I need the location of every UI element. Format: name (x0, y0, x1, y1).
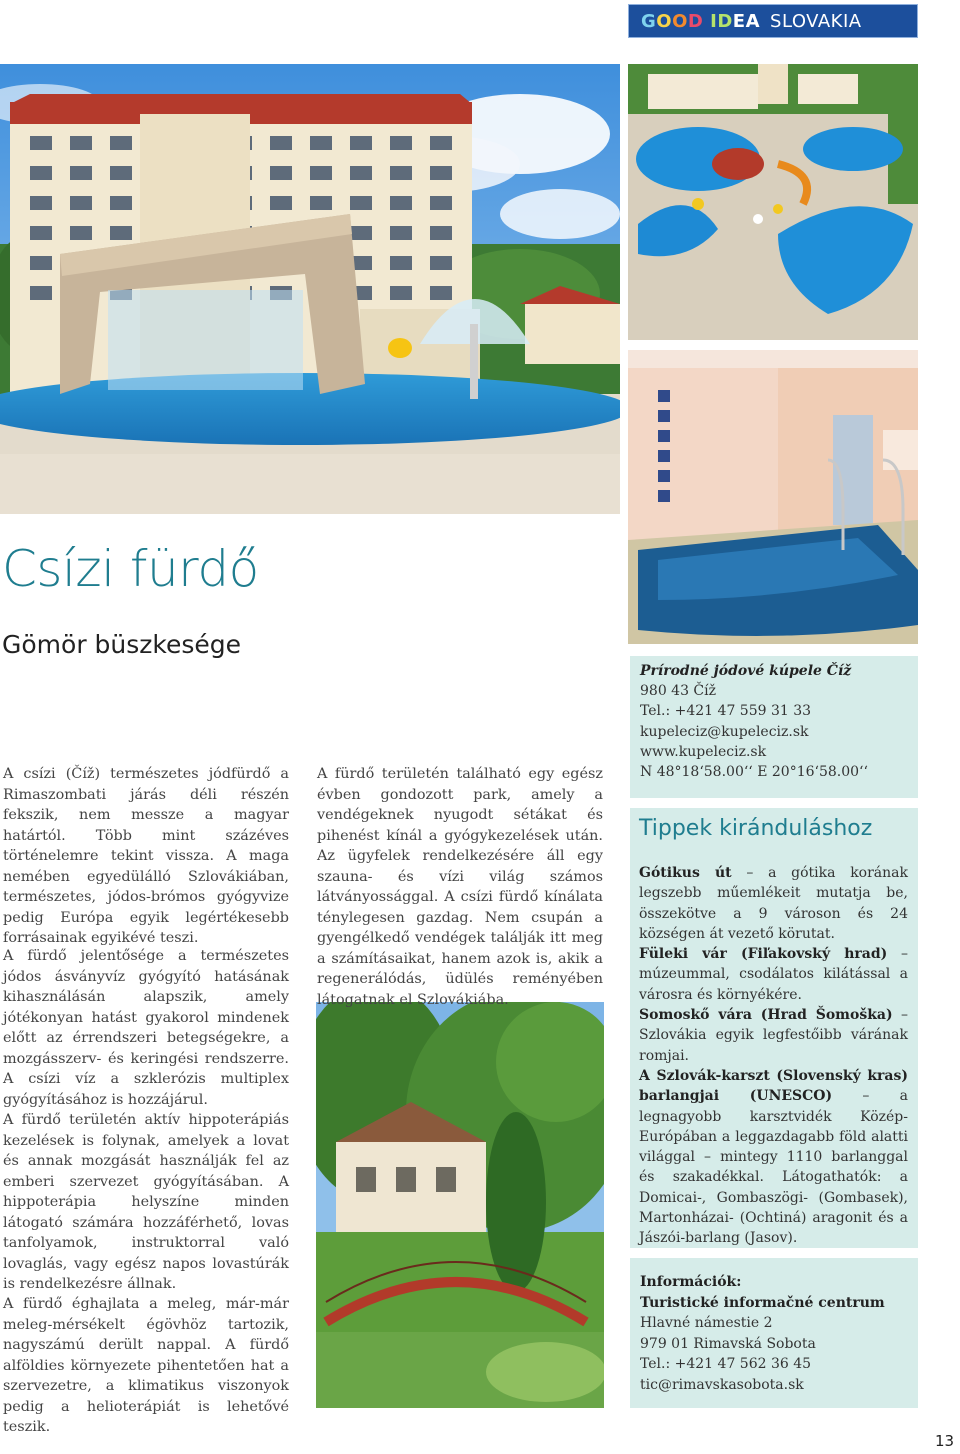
page-title: Csízi fürdő (2, 540, 259, 598)
info-street: Hlavné námestie 2 (640, 1315, 773, 1331)
article-paragraph: A csízi (Číž) természetes jódfürdő a Rimaszombati járás déli részén fekszik, nem messze a magyar határtól. Több mint százéves történelemre tekint vissza. A maga nemében egyedülálló Szlovákiában, természetes, jódos-brómos gyógyvize pedig Európa egyik legértékesebb forrásainak egyikévé teszi. (3, 766, 289, 946)
tips-title: Tippek kiránduláshoz (639, 816, 873, 841)
tip-item: Gótikus út – a gótika korának legszebb műemlékeit mutatja be, összekötve a 9 városon és 24 községen át vezető körutat. (639, 865, 908, 942)
photo-aerial-pools (628, 64, 918, 340)
info-email[interactable]: tic@rimavskasobota.sk (640, 1376, 804, 1393)
page-subtitle: Gömör büszkesége (2, 630, 242, 659)
contact-email[interactable]: kupeleciz@kupeleciz.sk (640, 723, 809, 740)
article-paragraph: A fürdő jelentősége a természetes jódos ásványvíz gyógyító hatásának kihasználásán alapszik, amely jótékonyan hatást gyakorol mindenek előtt az érrendszeri betegségekre, a mozgásszerv- és keringési rendszerre. A csízi víz a szklerózis multiplex gyógyításához is hozzájárul. (3, 948, 289, 1108)
contact-web[interactable]: www.kupeleciz.sk (640, 743, 767, 760)
page-number: 13 (935, 1432, 955, 1450)
tip-item: Somoskő vára (Hrad Šomoška) – Szlovákia egyik legfestőibb várának romjai. (639, 1007, 909, 1064)
photo-park-bridge (316, 1002, 604, 1408)
tip-item: Füleki vár (Fiľakovský hrad) – múzeummal, csodálatos kilátással a városra és környékére. (639, 946, 909, 1003)
contact-name: Prírodné jódové kúpele Číž (640, 663, 852, 679)
contact-phone: Tel.: +421 47 559 31 33 (640, 703, 812, 720)
brand-badge (628, 4, 918, 38)
article-paragraph: A fürdő éghajlata a meleg, már-már meleg-mérsékelt égövhöz tartozik, nagyszámú derült nappal. A fürdő alföldies környezete pihentetően hat a szervezetre, a klimatikus viszonyok pedig a helioterápiát is lehetővé teszik. (3, 1296, 289, 1435)
photo-indoor-pool (628, 350, 918, 644)
tips-box (630, 808, 918, 1248)
article-paragraph: A fürdő területén aktív hippoterápiás kezelések is folynak, amelyek a lovat és annak mozgását használják fel az emberi szervezet gyógyításában. A hippoterápia helyszíne minden látogató számára hozzáférhető, lovas tanfolyamok, instruktorral való lovaglás, vagy egész napos lovastúrák is rendelkezésre állnak. (3, 1112, 289, 1292)
photo-main-pool (0, 64, 620, 514)
contact-address: 980 43 Číž (640, 683, 717, 700)
info-city: 979 01 Rimavská Sobota (640, 1335, 816, 1352)
info-box (630, 1258, 918, 1408)
contact-gps: N 48°18‘58.00‘‘ E 20°16‘58.00‘‘ (640, 764, 868, 781)
brand-logo: GOOD IDEA (641, 10, 761, 32)
info-phone: Tel.: +421 47 562 36 45 (640, 1356, 812, 1372)
info-label: Információk: (640, 1274, 742, 1290)
article-paragraph: A fürdő területén található egy egész évben gondozott park, amely a vendégeknek nyugodt sétákat és pihenést kínál a gyógykezelések után. Az ügyfelek rendelkezésére áll egy szauna- és vízi világ számos látványossággal. A csízi fürdő kínálata ténylegesen gazdag. Nem csupán a gyengélkedő vendégek találják itt meg a számításaikat, hanem azok is, akik a regenerálódás, üdülés reményében látogatnak el Szlovákiába. (317, 766, 603, 1008)
brand-country: SLOVAKIA (770, 10, 862, 32)
info-org: Turistické informačné centrum (640, 1294, 885, 1311)
contact-box (630, 656, 918, 798)
tip-item: A Szlovák-karszt (Slovenský kras) barlangjai (UNESCO) – a legnagyobb karsztvidék Közép-Európában a leggazdagabb föld alatti világgal – mintegy 1110 barlanggal és szakadékkal. Látogathatók: a Domicai-, Gombaszögi- (Gombasek), Martonházai- (Ochtiná) aragonit és a Jászói-barlang (Jasov). (639, 1067, 909, 1247)
